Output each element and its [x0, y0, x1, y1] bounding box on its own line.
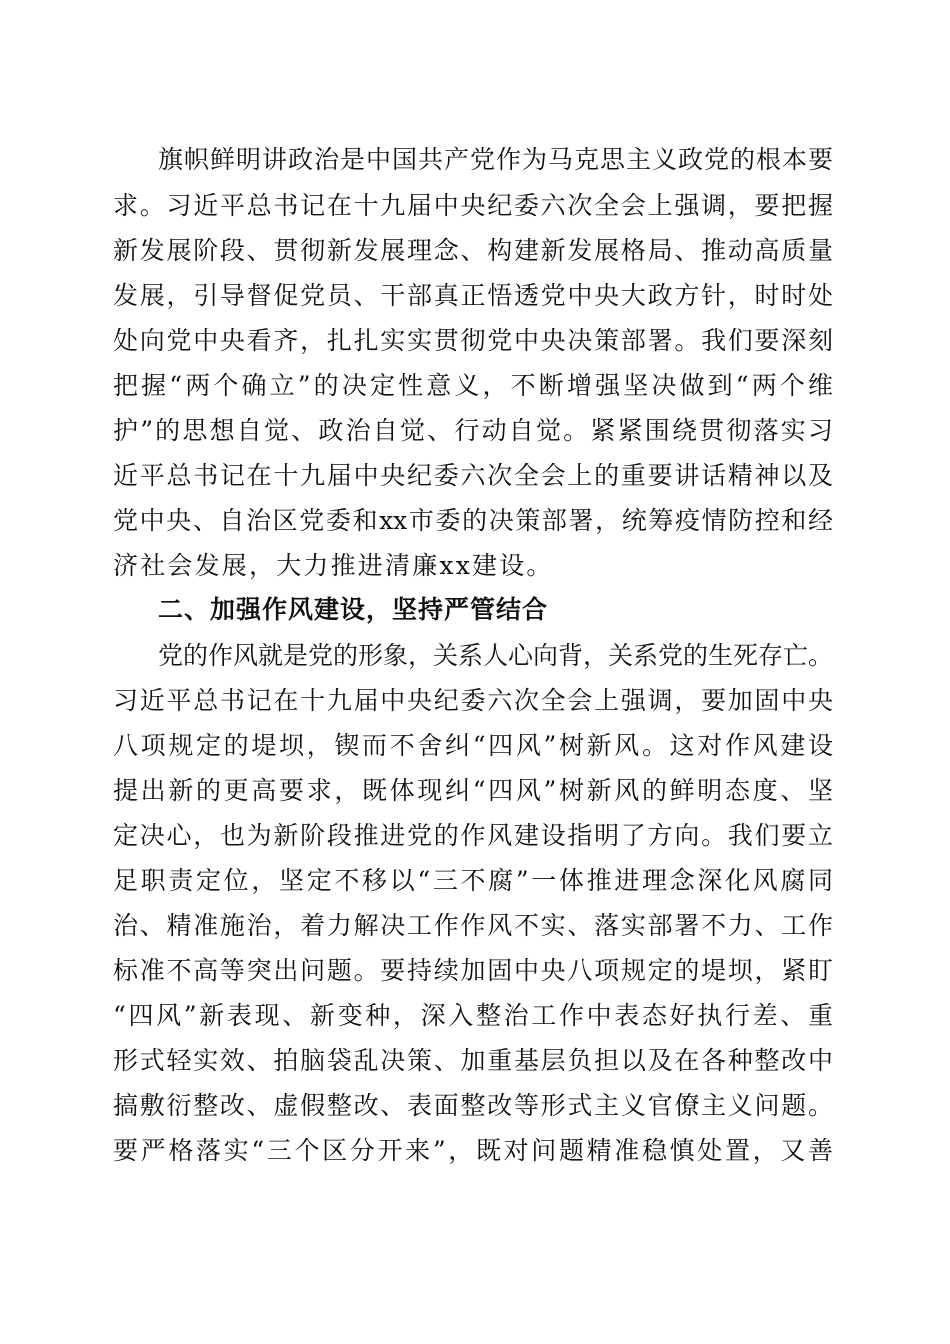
paragraph-1-line-6: 把握“两个确立”的决定性意义，不断增强坚决做到“两个维	[113, 371, 833, 400]
paragraph-1-line-10: 济社会发展，大力推进清廉xx建设。	[113, 551, 554, 580]
paragraph-2-line-10: 形式轻实效、拍脑袋乱决策、加重基层负担以及在各种整改中	[113, 1046, 833, 1075]
paragraph-2-line-5: 定决心，也为新阶段推进党的作风建设指明了方向。我们要立	[113, 821, 833, 850]
paragraph-2-line-6: 足职责定位，坚定不移以“三不腐”一体推进理念深化风腐同	[113, 866, 833, 895]
paragraph-1-line-4: 发展，引导督促党员、干部真正悟透党中央大政方针，时时处	[113, 281, 833, 310]
paragraph-1-line-2: 求。习近平总书记在十九届中央纪委六次全会上强调，要把握	[113, 191, 833, 220]
paragraph-2-line-8: 标准不高等突出问题。要持续加固中央八项规定的堤坝，紧盯	[113, 956, 833, 985]
paragraph-2-line-7: 治、精准施治，着力解决工作作风不实、落实部署不力、工作	[113, 911, 833, 940]
paragraph-1-line-8: 近平总书记在十九届中央纪委六次全会上的重要讲话精神以及	[113, 461, 833, 490]
paragraph-2-line-2: 习近平总书记在十九届中央纪委六次全会上强调，要加固中央	[113, 686, 833, 715]
paragraph-1-line-9: 党中央、自治区党委和xx市委的决策部署，统筹疫情防控和经	[113, 506, 833, 535]
paragraph-2-line-9: “四风”新表现、新变种，深入整治工作中表态好执行差、重	[113, 1001, 833, 1030]
paragraph-2-line-12: 要严格落实“三个区分开来”，既对问题精准稳慎处置，又善	[113, 1136, 833, 1165]
paragraph-1-line-1: 旗帜鲜明讲政治是中国共产党作为马克思主义政党的根本要	[158, 145, 833, 174]
paragraph-2-line-11: 搞敷衍整改、虚假整改、表面整改等形式主义官僚主义问题。	[113, 1091, 833, 1120]
paragraph-1-line-5: 处向党中央看齐，扎扎实实贯彻党中央决策部署。我们要深刻	[113, 326, 833, 355]
paragraph-2-line-3: 八项规定的堤坝，锲而不舍纠“四风”树新风。这对作风建设	[113, 731, 833, 760]
paragraph-1-line-3: 新发展阶段、贯彻新发展理念、构建新发展格局、推动高质量	[113, 236, 833, 265]
paragraph-2-line-1: 党的作风就是党的形象，关系人心向背，关系党的生死存亡。	[158, 641, 834, 670]
section-heading: 二、加强作风建设，坚持严管结合	[158, 595, 549, 624]
paragraph-1-line-7: 护”的思想自觉、政治自觉、行动自觉。紧紧围绕贯彻落实习	[113, 416, 833, 445]
paragraph-2-line-4: 提出新的更高要求，既体现纠“四风”树新风的鲜明态度、坚	[113, 776, 833, 805]
